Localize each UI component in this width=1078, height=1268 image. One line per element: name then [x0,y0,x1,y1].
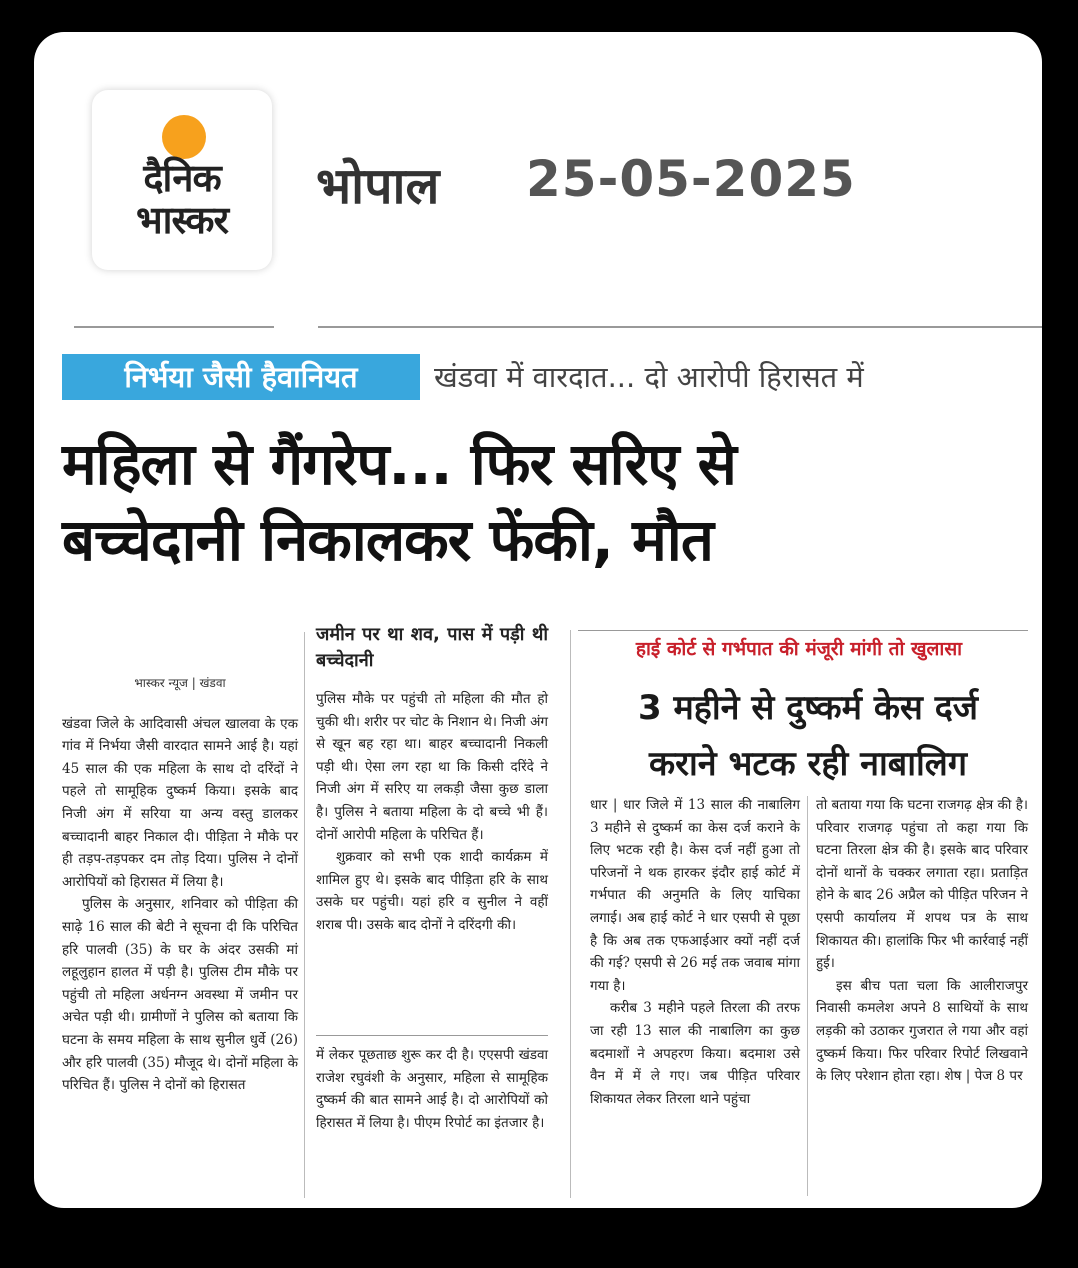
side-story-column-1 [590,794,800,1110]
headline-line: कराने भटक रही नाबालिग [648,744,968,784]
article-column-1 [62,672,298,1097]
divider [74,326,274,328]
divider [578,630,1028,631]
article-paragraph: पुलिस मौके पर पहुंची तो महिला की मौत हो चुकी थी। शरीर पर चोट के निशान थे। निजी अंग से खून बह रहा था। बाहर बच्चादानी निकली पड़ी थी। ऐसा लग रहा था कि किसी दरिंदे ने निजी अंग में सरिए या लकड़ी जैसा कुछ डाला है। पुलिस ने बताया महिला के दो बच्चे भी हैं। दोनों आरोपी महिला के परिचित हैं। [316,691,548,843]
kicker-text: खंडवा में वारदात... दो आरोपी हिरासत में [434,360,864,394]
edition-date: 25-05-2025 [526,150,856,208]
subheading: जमीन पर था शव, पास में पड़ी थी बच्चेदानी [316,624,548,671]
article-paragraph: धार | धार जिले में 13 साल की नाबालिग 3 महीने से दुष्कर्म का केस दर्ज कराने के लिए भटक रही है। केस दर्ज नहीं हुआ तो परिजनों ने थक हारकर इंदौर हाई कोर्ट में गर्भपात की अनुमति के लिए याचिका लगाई। अब हाई कोर्ट ने धार एसपी से पूछा है कि अब तक एफआईआर क्यों नहीं दर्ज की गई? एसपी से 26 मई तक जवाब मांगा गया है। [590,797,800,994]
article-column-2-continued [316,1044,548,1134]
article-column-2 [316,622,548,937]
newspaper-clipping-card [34,32,1042,1208]
article-paragraph: खंडवा जिले के आदिवासी अंचल खालवा के एक गांव में निर्भया जैसी वारदात सामने आई है। यहां 45 साल की एक महिला के साथ दो दरिंदों ने पहले तो सामूहिक दुष्कर्म किया। इसके बाद निजी अंग में सरिया या अन्य वस्तु डालकर बच्चादानी बाहर निकाल दी। पीड़िता ने मौके पर ही तड़प-तड़पकर दम तोड़ दिया। पुलिस ने दोनों आरोपियों को हिरासत में लिया है। [62,715,298,890]
column-divider [570,630,571,1198]
article-paragraph: इस बीच पता चला कि आलीराजपुर निवासी कमलेश अपने 8 साथियों के साथ लड़की को उठाकर गुजरात ले गया और वहां दुष्कर्म किया। फिर परिवार रिपोर्ट लिखवाने के लिए परेशान होता रहा। शेष | पेज 8 पर [816,977,1028,1085]
headline-line: 3 महीने से दुष्कर्म केस दर्ज [637,688,979,728]
sun-icon [162,115,206,159]
side-story-column-2 [816,794,1028,1088]
article-paragraph: तो बताया गया कि घटना राजगढ़ क्षेत्र की है। परिवार राजगढ़ पहुंचा तो कहा गया कि घटना तिरला क्षेत्र की है। इसके बाद परिवार दोनों थानों के चक्कर लगाता रहा। प्रताड़ित होने के बाद 26 अप्रैल को पीड़ित परिजन ने एसपी कार्यालय में शपथ पत्र के साथ शिकायत की। हालांकि फिर भी कार्रवाई नहीं हुई। [816,797,1028,972]
edition-city: भोपाल [316,157,440,215]
byline: भास्कर न्यूज | खंडवा [134,676,226,690]
article-paragraph: शुक्रवार को सभी एक शादी कार्यक्रम में शामिल हुए थे। इसके बाद पीड़िता हरि के साथ उसके घर पहुंची। यहां हरि व सुनील ने वहीं शराब पी। उसके बाद दोनों ने दरिंदगी की। [316,849,548,933]
headline-line: बच्चेदानी निकालकर फेंकी, मौत [62,506,713,574]
main-headline [62,426,1042,578]
side-story-kicker: हाई कोर्ट से गर्भपात की मंजूरी मांगी तो खुलासा [635,638,963,660]
article-paragraph: पुलिस के अनुसार, शनिवार को पीड़िता की साढ़े 16 साल की बेटी ने सूचना दी कि परिचित हरि पालवी (35) के घर के अंदर उसकी मां लहूलुहान हालत में पड़ी है। पुलिस टीम मौके पर पहुंची तो महिला अर्धनग्न अवस्था में जमीन पर अचेत पड़ी थी। ग्रामीणों ने पुलिस को बताया कि घटना के समय महिला के साथ सुनील धुर्वे (26) और हरि पालवी (35) मौजूद थे। दोनों महिला के परिचित हैं। पुलिस ने दोनों को हिरासत [62,896,298,1094]
column-divider [304,632,305,1198]
column-divider [807,796,808,1196]
article-paragraph: करीब 3 महीने पहले तिरला की तरफ जा रही 13 साल की नाबालिग का कुछ बदमाशों ने अपहरण किया। बदमाश उसे वैन में में ले गए। जब पीड़ित परिवार शिकायत लेकर तिरला थाने पहुंचा [590,1000,800,1107]
dainik-bhaskar-logo [92,90,272,270]
logo-text-line1: दैनिक [143,156,221,200]
kicker-tag: निर्भया जैसी हैवानियत [62,354,420,400]
headline-line: महिला से गैंगरेप... फिर सरिए से [62,430,736,498]
divider [316,1035,548,1036]
article-paragraph: में लेकर पूछताछ शुरू कर दी है। एएसपी खंडवा राजेश रघुवंशी के अनुसार, महिला से सामूहिक दुष्कर्म की बात सामने आई है। दो आरोपियों को हिरासत में लिया है। पीएम रिपोर्ट का इंतजार है। [316,1047,548,1131]
divider [318,326,1042,328]
side-story-headline [588,680,1028,792]
logo-text-line2: भास्कर [135,198,229,242]
